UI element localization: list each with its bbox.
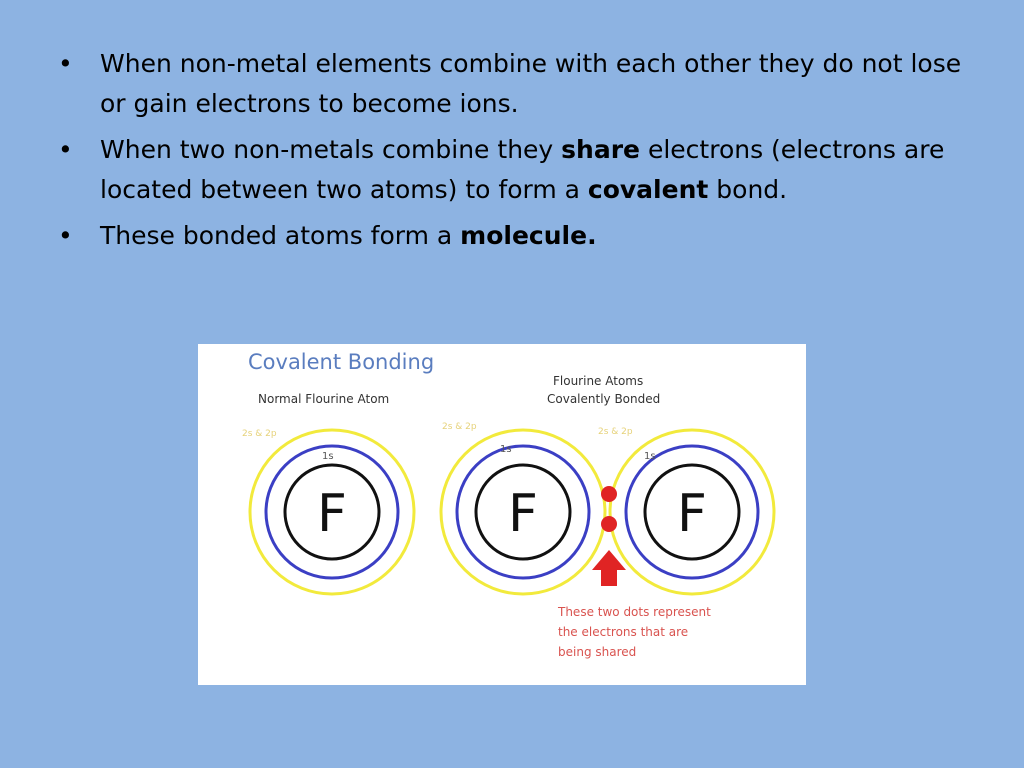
- note-line-2: the electrons that are: [558, 625, 689, 639]
- bullet-list: [56, 44, 976, 262]
- bullet-text: When two non-metals combine they: [100, 135, 562, 164]
- bullet-icon: •: [58, 135, 73, 164]
- covalent-bonding-figure: [198, 344, 806, 685]
- bullet-text: When non-metal elements combine with each other they do not lose or gain electrons to become ions.: [100, 49, 962, 118]
- outer-shell-label: 2s & 2p: [598, 427, 633, 437]
- bullet-icon: •: [58, 49, 73, 78]
- outer-shell-label: 2s & 2p: [442, 422, 477, 432]
- bullet-item: [56, 44, 976, 124]
- outer-shell-label: 2s & 2p: [242, 429, 277, 439]
- element-symbol: F: [508, 484, 538, 544]
- inner-shell-label: 1s: [644, 451, 656, 462]
- normal-fluorine-atom: [242, 429, 414, 594]
- covalent-bonding-diagram: [198, 344, 806, 685]
- shared-electron: [601, 486, 617, 502]
- bullet-text: electrons (electrons are located between two atoms) to form a: [100, 135, 945, 204]
- bonded-fluorine-atom-left: [441, 422, 605, 594]
- bonded-atoms-label-line2: Covalently Bonded: [547, 392, 661, 406]
- inner-shell-label: 1s: [500, 444, 512, 455]
- bullet-bold-text: covalent: [587, 175, 709, 204]
- bullet-icon: •: [58, 221, 73, 250]
- bullet-item: [56, 216, 976, 256]
- bullet-text: bond.: [708, 175, 788, 204]
- element-symbol: F: [317, 484, 347, 544]
- bullet-bold-text: molecule.: [460, 221, 597, 250]
- bullet-text: These bonded atoms form a: [100, 221, 461, 250]
- normal-atom-label: Normal Flourine Atom: [258, 392, 390, 406]
- bullet-bold-text: share: [561, 135, 641, 164]
- bullet-item: [56, 130, 976, 210]
- shared-electron: [601, 516, 617, 532]
- note-line-1: These two dots represent: [558, 605, 711, 619]
- figure-title: Covalent Bonding: [248, 350, 435, 374]
- element-symbol: F: [677, 484, 707, 544]
- bonded-atoms-label-line1: Flourine Atoms: [553, 374, 644, 388]
- note-line-3: being shared: [558, 645, 637, 659]
- inner-shell-label: 1s: [322, 451, 334, 462]
